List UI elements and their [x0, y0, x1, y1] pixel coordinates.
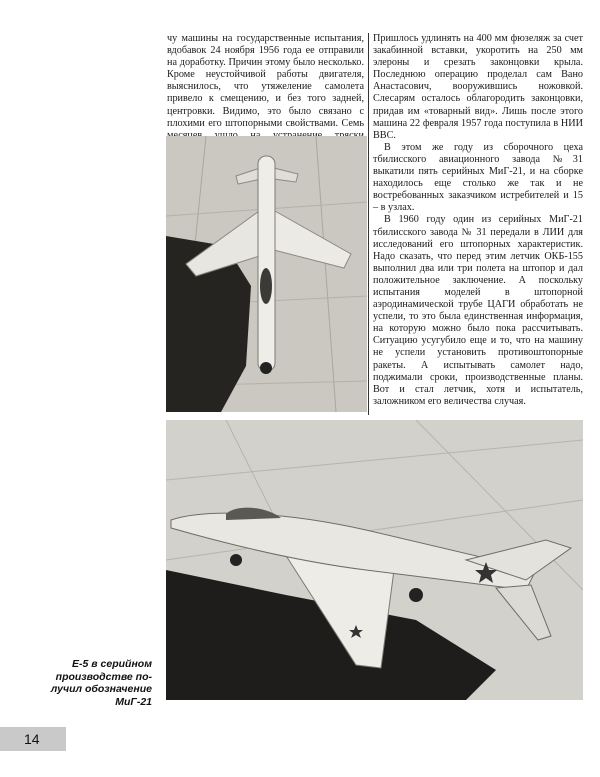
right-text-column	[373, 33, 583, 408]
caption-line: лучил обозначение	[50, 683, 152, 695]
caption-line: производстве по-	[55, 670, 152, 683]
paragraph: В 1960 году один из серийных МиГ-21 тбилисского завода № 31 передали в ЛИИ для исследований его штопорных характеристик. Надо сказать, что перед этим летчик ОКБ-155 выполнил два или три полета на штопор и дал положительное заключение. А поскольку испытания моделей в штопорной аэродинамической трубе ЦАГИ обработать не успели, то это была единственная информация, на которую можно было пока рассчитывать. Ситуацию усугубило еще и то, что на машину не успели установить противоштопорные ракеты. А испытывать самолет надо, поджимали сроки, производственные планы. Вот и стал летчик, хотя и испытатель, заложником его величества случая.	[373, 214, 583, 407]
caption-line: МиГ-21	[115, 695, 152, 708]
aircraft-ground-photo	[166, 420, 583, 700]
page-number: 14	[24, 731, 40, 747]
photo-caption	[40, 658, 152, 708]
paragraph: чу машины на государственные испытания, вдобавок 24 ноября 1956 года ее отправили на доработку. Причин этому было несколько. Кроме неустойчивой работы двигателя, выяснилось, что утяжеление самолета привело к смещению, и без того задней, центровки. Видимо, это было связано с плохими его штопорными свойствами. Семь	[167, 33, 364, 129]
aircraft-top-view-image	[166, 136, 367, 412]
aircraft-ground-image	[166, 420, 583, 700]
column-divider	[368, 33, 369, 415]
caption-line: Е-5 в серийном	[72, 658, 152, 670]
paragraph: В этом же году из сборочного цеха тбилисского авиационного завода №31 выкатили пять серийных МиГ-21, и на сборке находилось еще столько же так и не востребованных заказчиком истребителей и 15 – в узлах.	[373, 141, 583, 214]
aircraft-top-view-photo	[166, 136, 367, 412]
paragraph: Пришлось удлинять на 400 мм фюзеляж за счет закабинной вставки, укоротить на 250 мм элероны и срезать законцовки крыла. Последнюю операцию проделал сам Вано Анастасович, вооружившись ножовкой. Слесарям осталось облагородить законцовки, придав им «товарный вид». Лишь после этого машина 22 февраля 1957 года поступила в НИИ ВВС.	[373, 33, 583, 141]
